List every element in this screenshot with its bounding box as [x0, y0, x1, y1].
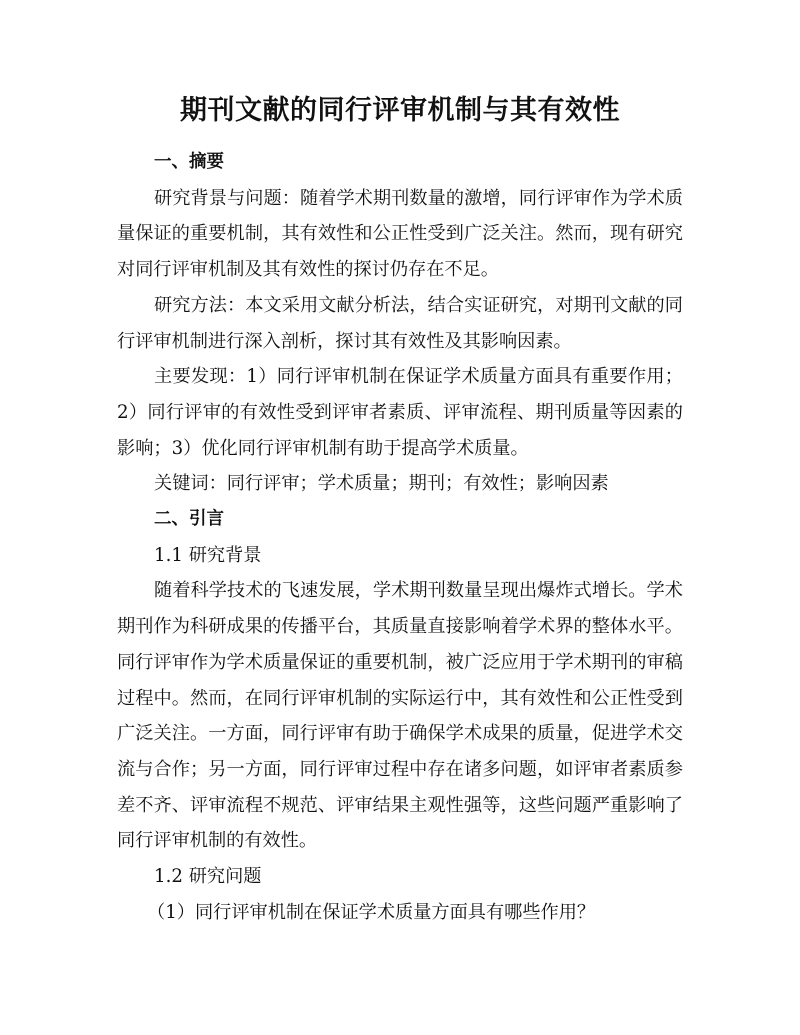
- keywords-line: 关键词：同行评审；学术质量；期刊；有效性；影响因素: [154, 473, 609, 495]
- research-questions-heading: 1.2 研究问题: [154, 866, 262, 888]
- research-background-paragraph: 随着科学技术的飞速发展，学术期刊数量呈现出爆炸式增长。学术期刊作为科研成果的传播平台，其质量直接影响着学术界的整体水平。同行评审作为学术质量保证的重要机制，被广泛应用于学术期刊的审稿过程中。然而，在同行评审机制的实际运行中，其有效性和公正性受到广泛关注。一方面，同行评审有助于确保学术成果的质量，促进学术交流与合作；另一方面，同行评审过程中存在诸多问题，如评审者素质参差不齐、评审流程不规范、评审结果主观性强等，这些问题严重影响了同行评审机制的有效性。: [117, 580, 683, 852]
- abstract-methods-paragraph: 研究方法：本文采用文献分析法，结合实证研究，对期刊文献的同行评审机制进行深入剖析，探讨其有效性及其影响因素。: [117, 294, 683, 352]
- introduction-heading: 二、引言: [154, 509, 224, 530]
- research-background-heading: 1.1 研究背景: [154, 544, 262, 566]
- document-title: 期刊文献的同行评审机制与其有效性: [180, 95, 620, 126]
- research-question-1: （1）同行评审机制在保证学术质量方面具有哪些作用？: [147, 901, 596, 923]
- document-body: [117, 145, 683, 930]
- abstract-findings-paragraph: 主要发现：1）同行评审机制在保证学术质量方面具有重要作用；2）同行评审的有效性受到评审者素质、评审流程、期刊质量等因素的影响；3）优化同行评审机制有助于提高学术质量。: [117, 366, 683, 459]
- abstract-background-paragraph: 研究背景与问题：随着学术期刊数量的激增，同行评审作为学术质量保证的重要机制，其有效性和公正性受到广泛关注。然而，现有研究对同行评审机制及其有效性的探讨仍存在不足。: [117, 187, 683, 281]
- abstract-heading: 一、摘要: [154, 152, 224, 172]
